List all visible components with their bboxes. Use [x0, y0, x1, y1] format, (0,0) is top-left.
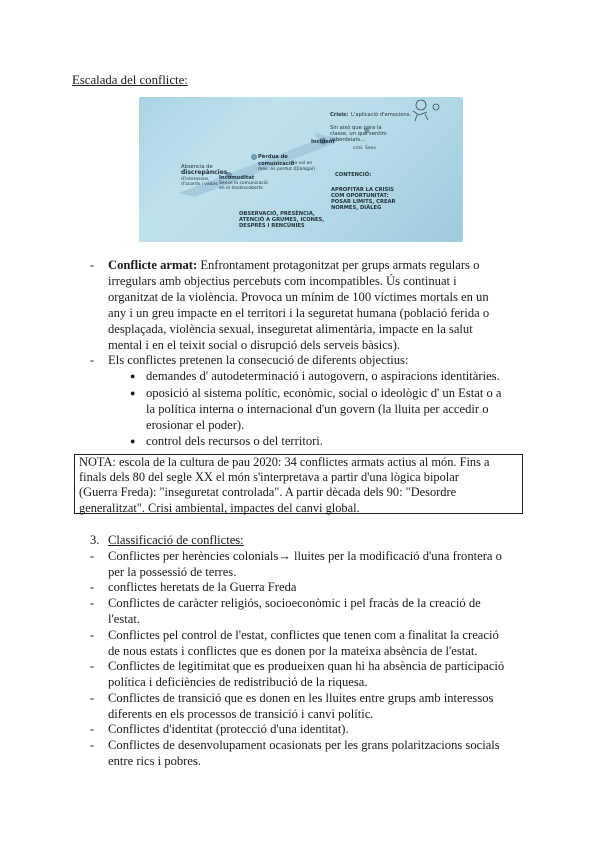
- class-5-line-1: Conflictes de legitimitat que es produeixen quan hi ha absència de participació: [108, 659, 505, 673]
- list-dash: -: [90, 722, 95, 736]
- class-1-line-1: Conflictes per herències colonials→ lluites per la modificació d'una frontera o: [108, 549, 502, 563]
- class-7: Conflictes d'identitat (protecció d'una identitat).: [108, 722, 349, 736]
- list-dash: -: [90, 549, 95, 563]
- label-contencio: CONTENCIÓ:: [335, 172, 372, 178]
- conflict-escalation-photo: [139, 97, 463, 242]
- bottom-line-2: ATENCIÓ A GRUMES, ICONES,: [239, 217, 325, 223]
- class-2: conflictes heretats de la Guerra Freda: [108, 580, 297, 594]
- label-crisis: Crisis:: [330, 112, 349, 118]
- armat-line-1: [108, 258, 528, 274]
- crisis-line-1: Sin això que para la: [330, 125, 382, 131]
- discrepancies-small: d'interessos,: [181, 177, 210, 182]
- class-6-line-2: diferents en els processos de transició i canvi polític.: [108, 707, 374, 721]
- bullet: ●: [130, 371, 136, 381]
- label-incomoditat: Incomoditat: [219, 175, 255, 181]
- contencio-line-4: NORMES, DIÀLEG: [331, 205, 382, 211]
- list-dash: -: [90, 580, 95, 594]
- note-line-4: generalitzat". Crisi ambiental, impactes del canvi global.: [79, 500, 360, 515]
- armat-line-4: any i un greu impacte en el territori i la seguretat humana (població ferida o: [108, 306, 490, 320]
- label-crisis-note: L'aplicació d'emocions.: [351, 112, 412, 118]
- contencio-line-1: APROFITAR LA CRISIS: [331, 187, 394, 193]
- note-line-3: (Guerra Freda): "inseguretat controlada". A partir dècada dels 90: "Desordre: [79, 485, 457, 500]
- label-incident: Incident: [311, 139, 335, 145]
- discrepancies-small-2: d'acords i valors: [181, 182, 218, 187]
- label-perdua-2: comunicació: [258, 161, 295, 167]
- perdua-small-2: més. es perdut (Dialogal): [258, 167, 316, 172]
- section-heading: Escalada del conflicte:: [72, 73, 188, 87]
- class-4-line-1: Conflictes pel control de l'estat, conflictes que tenen com a finalitat la creació: [108, 628, 499, 642]
- list-dash: -: [90, 738, 95, 752]
- bullet: ●: [130, 436, 136, 446]
- crisis-line-2: classe, un que sentim: [330, 131, 387, 137]
- note-line-2: finals dels 80 del segle XX el món s'interpretava a partir d'una lògica bipolar: [79, 470, 459, 485]
- step-dot-2: [251, 154, 257, 160]
- objectius-intro: Els conflictes pretenen la consecució de diferents objectius:: [108, 353, 409, 367]
- class-8-line-2: entre rics i pobres.: [108, 754, 202, 768]
- class-3-line-1: Conflictes de caràcter religiós, socioeconòmic i pel fracàs de la creació de: [108, 596, 481, 610]
- class-3-line-2: l'estat.: [108, 612, 140, 626]
- label-perdua: Pèrdua de: [258, 154, 288, 160]
- perdua-small: No vol en: [291, 161, 313, 166]
- incomoditat-small: Sense la comunicació: [219, 181, 268, 186]
- armat-line-2: irregulars amb objectius percebuts com incompatibles. Ús continuat i: [108, 274, 457, 288]
- class-8-line-1: Conflictes de desenvolupament ocasionats per les grans polaritzacions socials: [108, 738, 500, 752]
- list-dash: -: [90, 596, 95, 610]
- armat-line-5: desplaçada, violència sexual, inseguretat alimentària, impacte en la salut: [108, 322, 473, 336]
- objectiu-1: demandes d' autodeterminació i autogovern, o aspiracions identitàries.: [146, 369, 500, 383]
- section-title: Classificació de conflictes:: [108, 533, 244, 547]
- armat-def-start: Enfrontament protagonitzat per grups armats regulars o: [197, 258, 480, 272]
- armat-term: Conflicte armat:: [108, 258, 198, 272]
- list-dash: -: [90, 258, 95, 272]
- contencio-line-3: POSAR LIMITS, CREAR: [331, 199, 396, 205]
- list-dash: -: [90, 353, 95, 367]
- contencio-line-2: COM OPORTUNITAT:: [331, 193, 389, 199]
- class-6-line-1: Conflictes de transició que es donen en les lluites entre grups amb interessos: [108, 691, 494, 705]
- crisis-small: crisi. Sens: [353, 146, 376, 151]
- objectiu-2-line-3: erosionar el poder).: [146, 418, 245, 432]
- bottom-line-3: DESPRÉS I RENCÚNIES: [239, 223, 305, 229]
- note-box: [74, 454, 523, 514]
- objectiu-2-line-1: oposició al sistema polític, econòmic, social o ideològic d' un Estat o a: [146, 386, 502, 400]
- crisis-line-3: osbordeiats...: [330, 137, 366, 143]
- armat-line-6: mental i en el teixit social o disrupció dels serveis bàsics).: [108, 338, 401, 352]
- label-absencia: Absència de: [181, 164, 213, 170]
- class-1-line-2: per la possessió de terres.: [108, 565, 237, 579]
- class-5-line-2: política i deficiències de redistribució de la riquesa.: [108, 675, 368, 689]
- section-number: 3.: [90, 533, 100, 547]
- class-4-line-2: de nous estats i conflictes que es donen por la mateixa absència de l'estat.: [108, 644, 478, 658]
- list-dash: -: [90, 691, 95, 705]
- bottom-line-1: OBSERVACIÓ, PRESÈNCIA,: [239, 211, 315, 217]
- note-line-1: NOTA: escola de la cultura de pau 2020: 34 conflictes armats actius al món. Fins a: [79, 455, 490, 469]
- objectiu-2-line-2: la política interna o internacional d'un govern (la lluita per accedir o: [146, 402, 489, 416]
- label-discrepancies: discrepàncies: [181, 169, 228, 176]
- list-dash: -: [90, 659, 95, 673]
- list-dash: -: [90, 628, 95, 642]
- armat-line-3: organitzat de la violència. Provoca un mínim de 100 víctimes mortals en un: [108, 290, 489, 304]
- doodle-icon: [413, 100, 439, 121]
- bullet: ●: [130, 388, 136, 398]
- incomoditat-small-2: en el Iesdescoberts: [219, 186, 263, 191]
- objectiu-3: control dels recursos o del territori.: [146, 434, 323, 448]
